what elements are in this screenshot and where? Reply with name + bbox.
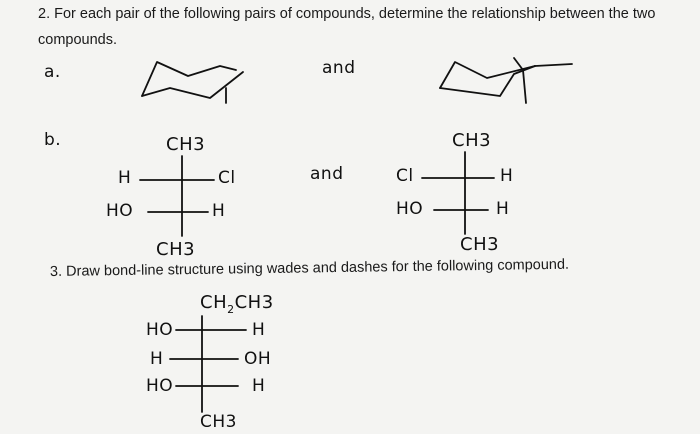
b-left-right2: H <box>212 201 226 221</box>
q3-top-substituent <box>200 292 274 316</box>
fischer-b-left <box>140 156 214 236</box>
part-b-label: b. <box>44 130 62 150</box>
chair-conformation-2 <box>440 58 572 103</box>
question-2-line-1: 2. For each pair of the following pairs of compounds, determine the relationship between the two <box>38 6 656 22</box>
q3-top-ch3: CH3 <box>234 292 274 313</box>
b-right-bottom: CH3 <box>460 234 500 255</box>
chair-conformation-1 <box>142 62 243 103</box>
question-2-line-2: compounds. <box>38 32 117 48</box>
q3-left2: H <box>150 349 164 369</box>
b-left-left2: HO <box>106 201 134 221</box>
q3-right3: H <box>252 376 266 396</box>
question-3-line: 3. Draw bond-line structure using wades and dashes for the following compound. <box>49 256 570 280</box>
b-right-top: CH3 <box>452 130 492 151</box>
part-b-and: and <box>310 164 344 184</box>
q3-top-ch: CH <box>200 292 228 313</box>
b-right-right1: H <box>500 166 514 186</box>
b-left-bottom: CH3 <box>156 239 196 260</box>
b-left-left1: H <box>118 168 132 188</box>
fischer-q3 <box>170 316 246 412</box>
q3-left1: HO <box>146 320 174 340</box>
b-right-left1: Cl <box>396 166 414 186</box>
q3-right2: OH <box>244 349 272 369</box>
fischer-b-right <box>422 152 494 234</box>
b-right-right2: H <box>496 199 510 219</box>
part-a-label: a. <box>44 62 61 82</box>
b-left-top: CH3 <box>166 134 206 155</box>
b-left-right1: Cl <box>218 168 236 188</box>
q3-bottom: CH3 <box>200 412 237 432</box>
b-right-left2: HO <box>396 199 424 219</box>
q3-top-subscript: 2 <box>227 303 235 316</box>
part-a-and: and <box>322 58 356 78</box>
q3-right1: H <box>252 320 266 340</box>
q3-left3: HO <box>146 376 174 396</box>
